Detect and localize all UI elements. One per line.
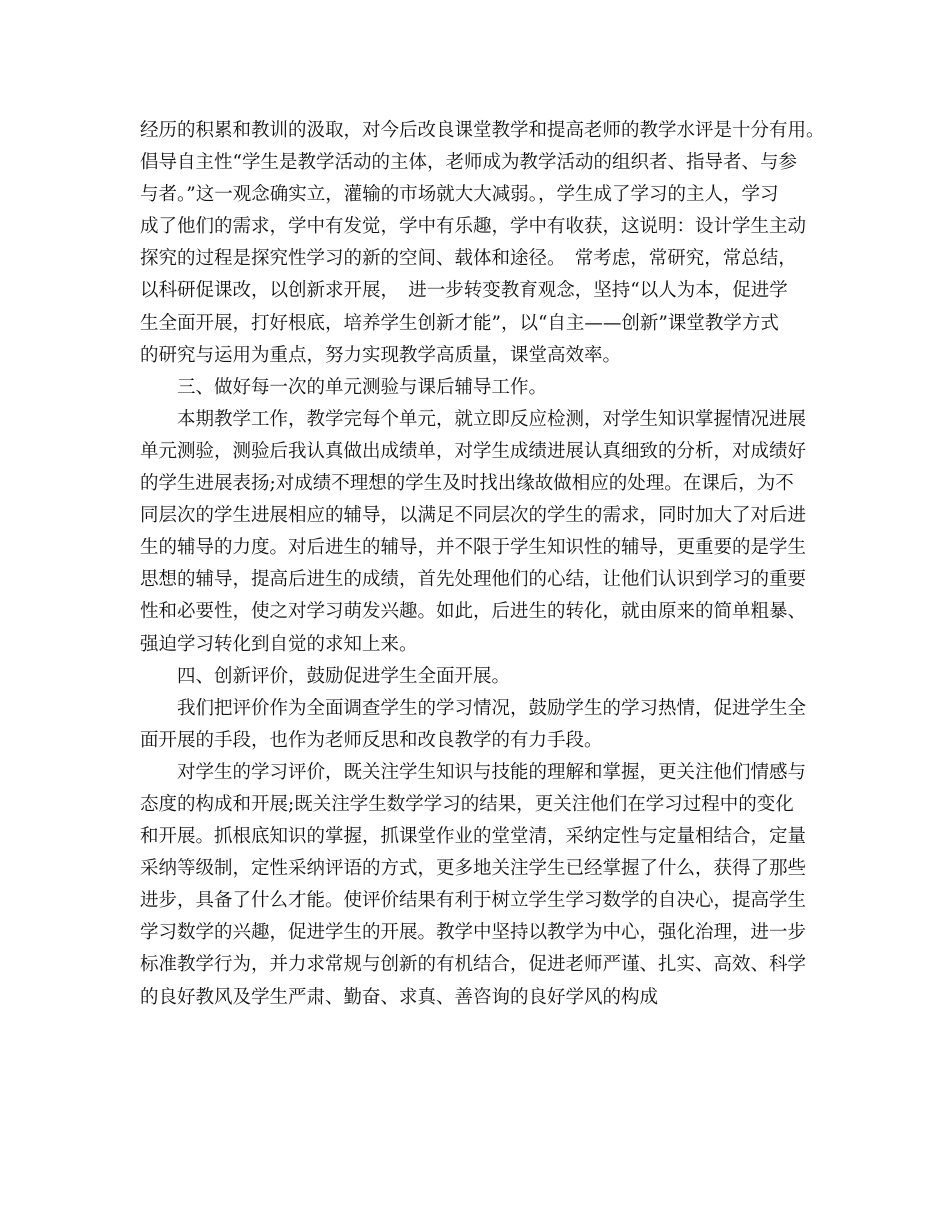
text-line: 生的辅导的力度。对后进生的辅导，并不限于学生知识性的辅导，更重要的是学生: [140, 537, 807, 559]
text-line: 四、创新评价，鼓励促进学生全面开展。: [140, 665, 511, 687]
text-line: 成了他们的需求，学中有发觉，学中有乐趣，学中有收获，这说明：设计学生主动: [140, 216, 807, 238]
text-line: 与者。”这一观念确实立，灌输的市场就大大减弱。，学生成了学习的主人，学习: [140, 184, 779, 206]
text-line: 本期教学工作，教学完每个单元，就立即反应检测，对学生知识掌握情况进展: [140, 408, 807, 430]
text-line: 面开展的手段，也作为老师反思和改良教学的有力手段。: [140, 729, 603, 751]
text-line: 态度的构成和开展;既关注学生数学学习的结果，更关注他们在学习过程中的变化: [140, 793, 794, 815]
text-line: 倡导自主性“学生是教学活动的主体，老师成为教学活动的组织者、指导者、与参: [140, 152, 797, 174]
text-line: 学习数学的兴趣，促进学生的开展。教学中坚持以教学为中心，强化治理，进一步: [140, 922, 807, 944]
text-line: 和开展。抓根底知识的掌握，抓课堂作业的堂堂清，采纳定性与定量相结合，定量: [140, 826, 807, 848]
document-body: [140, 115, 830, 1014]
text-line: 以科研促课改，以创新求开展， 进一步转变教育观念，坚持“以人为本，促进学: [140, 280, 788, 302]
text-line: 生全面开展，打好根底，培养学生创新才能”，以“自主——创新”课堂教学方式: [140, 312, 779, 334]
text-line: 采纳等级制，定性采纳评语的方式，更多地关注学生已经掌握了什么，获得了那些: [140, 858, 807, 880]
text-line: 强迫学习转化到自觉的求知上来。: [140, 633, 418, 655]
text-line: 进步，具备了什么才能。使评价结果有利于树立学生学习数学的自决心，提高学生: [140, 890, 807, 912]
text-line: 三、做好每一次的单元测验与课后辅导工作。: [140, 376, 548, 398]
text-line: 对学生的学习评价，既关注学生知识与技能的理解和掌握，更关注他们情感与: [140, 761, 807, 783]
text-line: 思想的辅导，提高后进生的成绩，首先处理他们的心结，让他们认识到学习的重要: [140, 569, 807, 591]
text-line: 的学生进展表扬;对成绩不理想的学生及时找出缘故做相应的处理。在课后，为不: [140, 473, 794, 495]
text-line: 我们把评价作为全面调查学生的学习情况，鼓励学生的学习热情，促进学生全: [140, 697, 807, 719]
text-line: 单元测验，测验后我认真做出成绩单，对学生成绩进展认真细致的分析，对成绩好: [140, 440, 807, 462]
text-line: 的研究与运用为重点，努力实现教学高质量，课堂高效率。: [140, 344, 622, 366]
text-line: 同层次的学生进展相应的辅导，以满足不同层次的学生的需求，同时加大了对后进: [140, 505, 807, 527]
text-line: 标准教学行为，并力求常规与创新的有机结合，促进老师严谨、扎实、高效、科学: [140, 954, 807, 976]
text-line: 经历的积累和教训的汲取，对今后改良课堂教学和提高老师的教学水评是十分有用。: [140, 120, 825, 141]
text-line: 探究的过程是探究性学习的新的空间、载体和途径。 常考虑，常研究，常总结，: [140, 248, 797, 270]
text-line: 的良好教风及学生严肃、勤奋、求真、善咨询的良好学风的构成: [140, 986, 659, 1008]
text-line: 性和必要性，使之对学习萌发兴趣。如此，后进生的转化，就由原来的简单粗暴、: [140, 601, 807, 623]
